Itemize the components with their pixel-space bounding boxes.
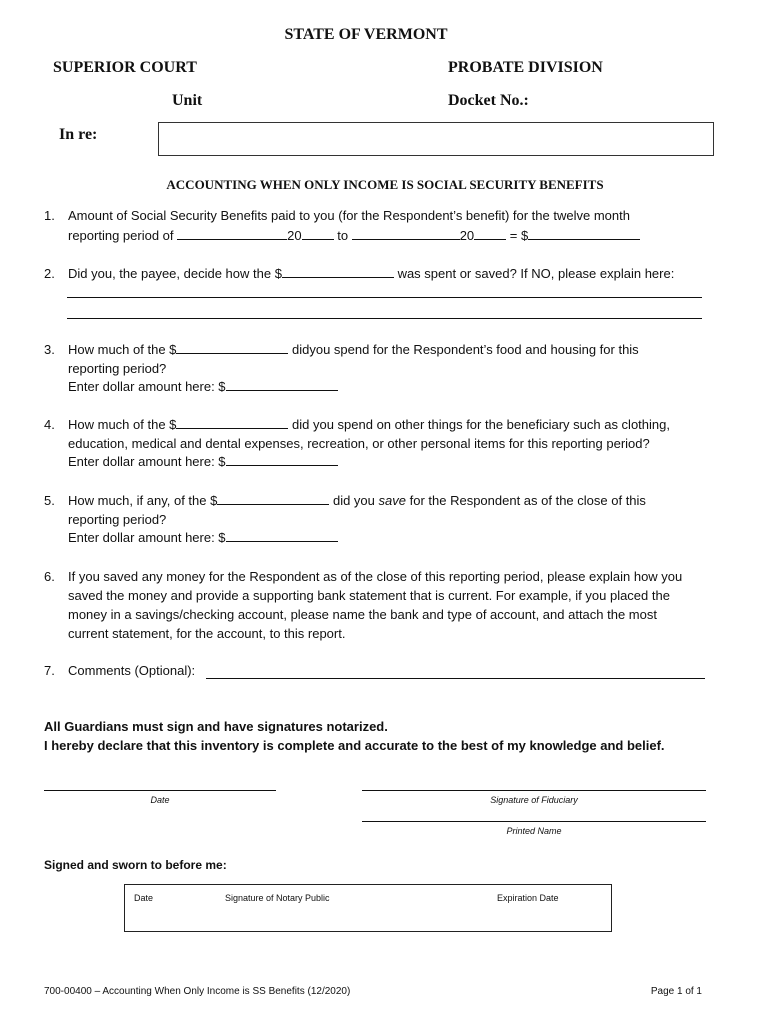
q3-line2: reporting period?: [68, 361, 167, 376]
date-signature-line[interactable]: [44, 790, 276, 791]
q1-start-year-blank[interactable]: [302, 226, 334, 240]
q4-line1: [68, 415, 670, 434]
in-re-label: In re:: [59, 126, 98, 143]
q1-amount-blank[interactable]: [528, 226, 640, 240]
court-name: SUPERIOR COURT: [53, 59, 197, 76]
notary-date-label: Date: [134, 893, 154, 903]
notary-expiration-label: Expiration Date: [497, 893, 559, 903]
notary-signature-label: Signature of Notary Public: [225, 893, 330, 903]
q5-enter-row: [68, 528, 338, 547]
q3-amount-blank[interactable]: [176, 340, 288, 354]
q3-enter-blank[interactable]: [226, 377, 338, 391]
printed-name-label: Printed Name: [506, 826, 562, 836]
q2-text-a: Did you, the payee, decide how the $: [68, 266, 282, 281]
q1-text-a: reporting period of: [68, 228, 174, 243]
q4-text-a: How much of the $: [68, 417, 177, 432]
q7-number: 7.: [44, 663, 55, 678]
state-title: STATE OF VERMONT: [284, 26, 448, 43]
q2-explain-line-2[interactable]: [67, 318, 702, 319]
notary-box[interactable]: [124, 884, 612, 932]
q6-line1: If you saved any money for the Respondent as of the close of this reporting period, please explain how you: [68, 569, 683, 584]
q6-line2: saved the money and provide a supporting bank statement that is current. For example, if you placed the: [68, 588, 670, 603]
q1-text-c: to: [337, 228, 349, 243]
q1-text-b: 20: [287, 228, 302, 243]
q4-text-b: did you spend on other things for the beneficiary such as clothing,: [292, 417, 670, 432]
fiduciary-signature-line[interactable]: [362, 790, 706, 791]
q1-end-month-blank[interactable]: [352, 226, 460, 240]
q2-explain-line-1[interactable]: [67, 297, 702, 298]
q4-line2: education, medical and dental expenses, recreation, or other personal items for this reporting period?: [68, 436, 650, 451]
footer-page-number: Page 1 of 1: [650, 986, 702, 997]
footer-form-id: 700-00400 – Accounting When Only Income is SS Benefits (12/2020): [44, 986, 351, 997]
q1-text-e: = $: [509, 228, 529, 243]
q5-number: 5.: [44, 493, 55, 508]
q2-text-b: was spent or saved? If NO, please explain here:: [397, 266, 675, 281]
q3-number: 3.: [44, 342, 55, 357]
q7-label: Comments (Optional):: [68, 663, 196, 678]
q5-amount-blank[interactable]: [217, 491, 329, 505]
q5-save-word: save: [378, 493, 406, 508]
q1-number: 1.: [44, 208, 55, 223]
q6-number: 6.: [44, 569, 55, 584]
q4-enter-label: Enter dollar amount here: $: [68, 454, 226, 469]
q6-line4: current statement, for the account, to this report.: [68, 626, 346, 641]
declaration-line-1: All Guardians must sign and have signatures notarized.: [44, 719, 388, 734]
q4-amount-blank[interactable]: [176, 415, 288, 429]
q3-enter-row: [68, 377, 338, 396]
q5-enter-label: Enter dollar amount here: $: [68, 530, 226, 545]
declaration-line-2: I hereby declare that this inventory is complete and accurate to the best of my knowledge and belief.: [44, 738, 665, 753]
q4-enter-blank[interactable]: [226, 452, 338, 466]
q4-enter-row: [68, 452, 338, 471]
q5-text-c: for the Respondent as of the close of this: [409, 493, 646, 508]
fiduciary-label: Signature of Fiduciary: [490, 795, 578, 805]
q5-text-a: How much, if any, of the $: [68, 493, 218, 508]
q3-text-b: didyou spend for the Respondent’s food and housing for this: [292, 342, 639, 357]
q1-line1: Amount of Social Security Benefits paid to you (for the Respondent’s benefit) for the twelve month: [68, 208, 630, 223]
q3-text-a: How much of the $: [68, 342, 177, 357]
printed-name-line[interactable]: [362, 821, 706, 822]
q1-start-month-blank[interactable]: [177, 226, 287, 240]
q7-comments-line[interactable]: [206, 678, 705, 679]
unit-label: Unit: [172, 92, 203, 109]
q1-end-year-blank[interactable]: [474, 226, 506, 240]
q1-line2: [68, 226, 640, 245]
in-re-field[interactable]: [158, 122, 714, 156]
notary-heading: Signed and sworn to before me:: [44, 858, 227, 872]
date-label: Date: [150, 795, 170, 805]
q1-text-d: 20: [459, 228, 475, 243]
q5-line2: reporting period?: [68, 512, 167, 527]
q3-line1: [68, 340, 639, 359]
q4-number: 4.: [44, 417, 55, 432]
q5-enter-blank[interactable]: [226, 528, 338, 542]
q5-text-b: did you: [332, 493, 375, 508]
q2-amount-blank[interactable]: [282, 264, 394, 278]
q3-enter-label: Enter dollar amount here: $: [68, 379, 226, 394]
q2-number: 2.: [44, 266, 55, 281]
form-title: ACCOUNTING WHEN ONLY INCOME IS SOCIAL SECURITY BENEFITS: [166, 177, 604, 192]
q6-line3: money in a savings/checking account, please name the bank and type of account, and attach the most: [68, 607, 657, 622]
q2-line1: [68, 264, 674, 283]
division-name: PROBATE DIVISION: [448, 59, 603, 76]
q5-line1: [68, 491, 646, 510]
docket-label: Docket No.:: [448, 92, 529, 109]
